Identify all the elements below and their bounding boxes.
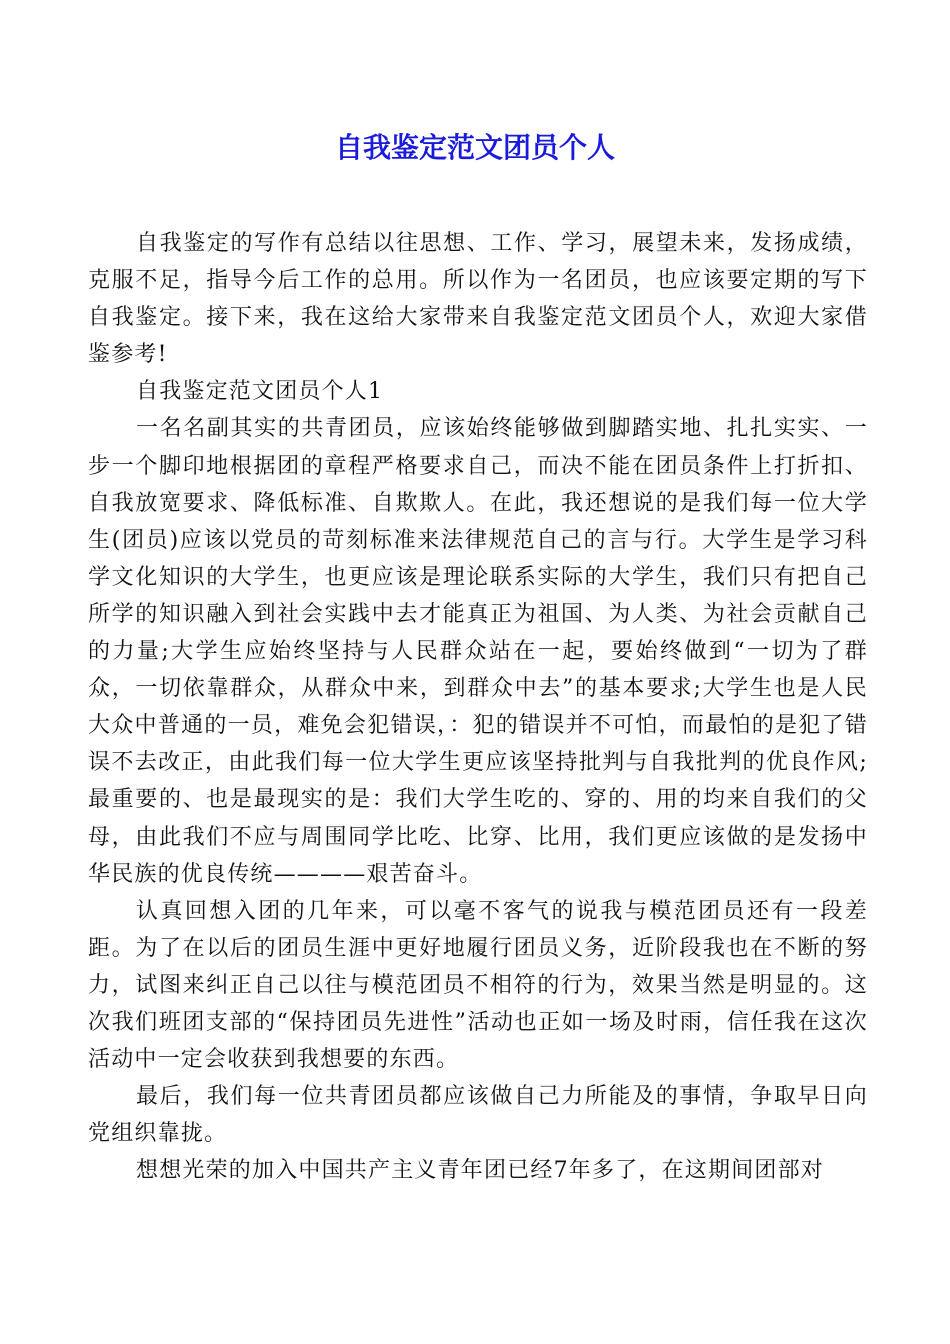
- document-title: 自我鉴定范文团员个人: [334, 131, 615, 164]
- paragraph: 认真回想入团的几年来，可以毫不客气的说我与模范团员还有一段差距。为了在以后的团员生涯中更好地履行团员义务，近阶段我也在不断的努力，试图来纠正自己以往与模范团员不相符的行为，效果当然是明显的。这次我们班团支部的“保持团员先进性”活动也正如一场及时雨，信任我在这次活动中一定会收获到我想要的东西。: [88, 898, 868, 1073]
- paragraph: 想想光荣的加入中国共产主义青年团已经7年多了，在这期间团部对: [136, 1158, 824, 1184]
- section-heading: 自我鉴定范文团员个人1: [136, 379, 384, 405]
- paragraph-intro: 自我鉴定的写作有总结以往思想、工作、学习，展望未来，发扬成绩，克服不足，指导今后工作的总用。所以作为一名团员，也应该要定期的写下自我鉴定。接下来，我在这给大家带来自我鉴定范文团员个人，欢迎大家借鉴参考!: [88, 231, 868, 368]
- paragraph: 一名名副其实的共青团员，应该始终能够做到脚踏实地、扎扎实实、一步一个脚印地根据团的章程严格要求自己，而决不能在团员条件上打折扣、自我放宽要求、降低标准、自欺欺人。在此，我还想说的是我们每一位大学生(团员)应该以党员的苛刻标准来法律规范自己的言与行。大学生是学习科学文化知识的大学生，也更应该是理论联系实际的大学生，我们只有把自己所学的知识融入到社会实践中去才能真正为祖国、为人类、为社会贡献自己的力量;大学生应始终坚持与人民群众站在一起，要始终做到“一切为了群众，一切依靠群众，从群众中来，到群众中去”的基本要求;大学生也是人民大众中普通的一员，难免会犯错误，：犯的错误并不可怕，而最怕的是犯了错误不去改正，由此我们每一位大学生更应该坚持批判与自我批判的优良作风;最重要的、也是最现实的是：我们大学生吃的、穿的、用的均来自我们的父母，由此我们不应与周围同学比吃、比穿、比用，我们更应该做的是发扬中华民族的优良传统————艰苦奋斗。: [88, 416, 868, 887]
- document-body: [88, 225, 868, 1189]
- paragraph: 最后，我们每一位共青团员都应该做自己力所能及的事情，争取早日向党组织靠拢。: [88, 1084, 868, 1147]
